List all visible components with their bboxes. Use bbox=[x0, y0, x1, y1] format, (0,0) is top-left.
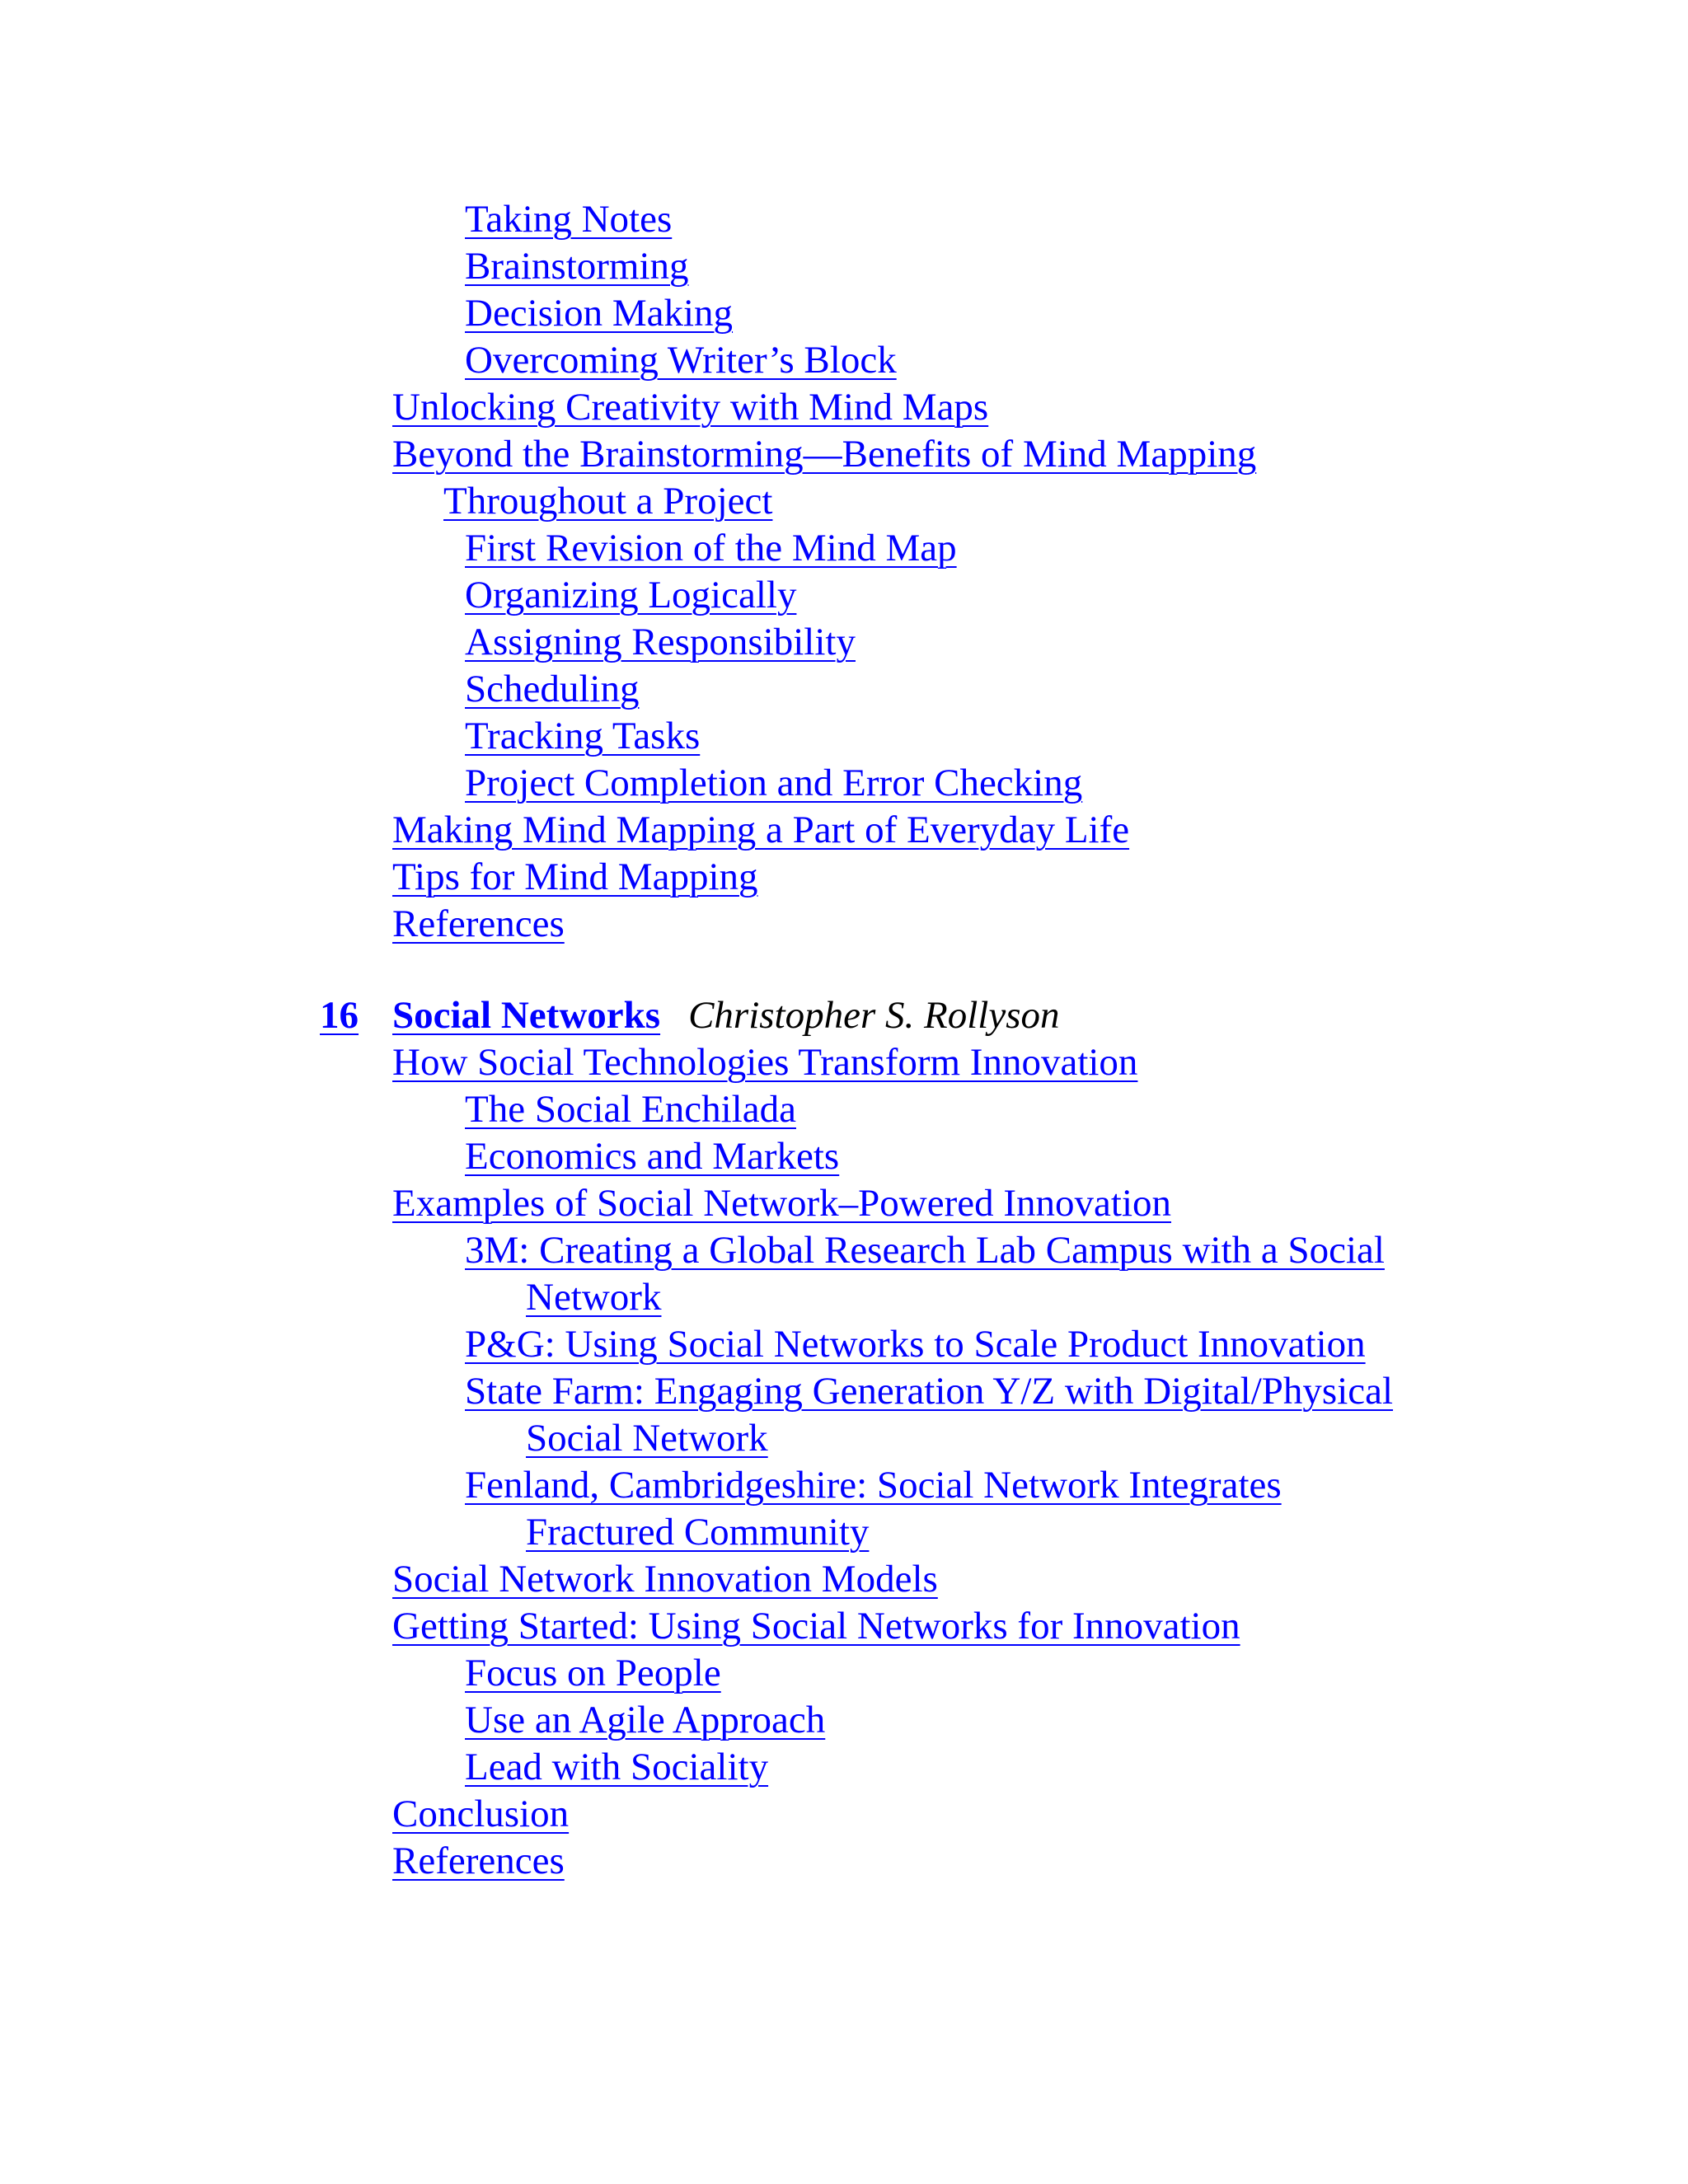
toc-entry-beyond-brainstorming-continued[interactable] bbox=[443, 478, 772, 525]
toc-entry-agile-approach[interactable] bbox=[465, 1697, 825, 1744]
toc-link[interactable]: Decision Making bbox=[465, 292, 734, 335]
chapter-number[interactable]: 16 bbox=[320, 994, 359, 1037]
toc-link[interactable]: Conclusion bbox=[392, 1793, 570, 1835]
toc-link[interactable]: Beyond the Brainstorming—Benefits of Mind Mapping bbox=[392, 433, 1257, 476]
toc-entry-getting-started[interactable] bbox=[392, 1603, 1240, 1650]
toc-link[interactable]: Throughout a Project bbox=[443, 480, 773, 523]
toc-entry-unlocking-creativity[interactable] bbox=[392, 384, 988, 431]
toc-link[interactable]: References bbox=[392, 902, 565, 945]
toc-link[interactable]: Focus on People bbox=[465, 1652, 721, 1694]
toc-entry-overcoming-writers-block[interactable] bbox=[465, 337, 897, 384]
toc-link[interactable]: State Farm: Engaging Generation Y/Z with Digital/Physical bbox=[465, 1370, 1394, 1413]
toc-entry-fenland[interactable] bbox=[465, 1462, 1282, 1509]
toc-entry-lead-with-sociality[interactable] bbox=[465, 1744, 768, 1791]
toc-entry-tracking-tasks[interactable] bbox=[465, 713, 700, 760]
toc-link[interactable]: Taking Notes bbox=[465, 198, 673, 241]
toc-entry-3m[interactable] bbox=[465, 1227, 1385, 1274]
toc-link[interactable]: Examples of Social Network–Powered Innovation bbox=[392, 1182, 1172, 1225]
toc-link[interactable]: Getting Started: Using Social Networks for Innovation bbox=[392, 1605, 1240, 1647]
toc-link[interactable]: Social Network bbox=[526, 1417, 768, 1460]
toc-entry-assigning-responsibility[interactable] bbox=[465, 619, 856, 666]
toc-entry-tips-mind-mapping[interactable] bbox=[392, 854, 758, 901]
toc-link[interactable]: Scheduling bbox=[465, 668, 640, 710]
toc-entry-social-technologies[interactable] bbox=[392, 1039, 1137, 1086]
toc-link[interactable]: Brainstorming bbox=[465, 245, 689, 288]
toc-link[interactable]: References bbox=[392, 1840, 565, 1882]
toc-entry-economics-markets[interactable] bbox=[465, 1133, 839, 1180]
chapter-author: Christopher S. Rollyson bbox=[688, 994, 1060, 1037]
toc-link[interactable]: Project Completion and Error Checking bbox=[465, 762, 1083, 804]
toc-entry-brainstorming[interactable] bbox=[465, 243, 689, 290]
toc-entry-fenland-continued[interactable] bbox=[526, 1509, 869, 1556]
toc-link[interactable]: Unlocking Creativity with Mind Maps bbox=[392, 386, 989, 429]
toc-entry-project-completion[interactable] bbox=[465, 760, 1082, 807]
toc-link[interactable]: Economics and Markets bbox=[465, 1135, 840, 1178]
toc-link[interactable]: Tips for Mind Mapping bbox=[392, 855, 758, 898]
toc-entry-references-2[interactable] bbox=[392, 1838, 565, 1885]
toc-entry-making-mind-mapping[interactable] bbox=[392, 807, 1129, 854]
toc-entry-state-farm[interactable] bbox=[465, 1368, 1393, 1415]
toc-entry-pg[interactable] bbox=[465, 1321, 1366, 1368]
toc-link[interactable]: Making Mind Mapping a Part of Everyday Life bbox=[392, 808, 1130, 851]
toc-entry-state-farm-continued[interactable] bbox=[526, 1415, 768, 1462]
toc-link[interactable]: Social Network Innovation Models bbox=[392, 1558, 938, 1601]
toc-entry-focus-on-people[interactable] bbox=[465, 1650, 721, 1697]
toc-link[interactable]: Network bbox=[526, 1276, 662, 1319]
toc-link[interactable]: The Social Enchilada bbox=[465, 1088, 796, 1131]
toc-link[interactable]: Use an Agile Approach bbox=[465, 1699, 826, 1741]
toc-entry-organizing-logically[interactable] bbox=[465, 572, 796, 619]
toc-entry-innovation-models[interactable] bbox=[392, 1556, 938, 1603]
toc-entry-scheduling[interactable] bbox=[465, 666, 639, 713]
toc-entry-3m-continued[interactable] bbox=[526, 1274, 661, 1321]
toc-link[interactable]: Organizing Logically bbox=[465, 574, 797, 616]
toc-entry-decision-making[interactable] bbox=[465, 290, 733, 337]
toc-entry-conclusion[interactable] bbox=[392, 1791, 569, 1838]
toc-link[interactable]: Tracking Tasks bbox=[465, 715, 701, 757]
toc-link[interactable]: Fenland, Cambridgeshire: Social Network Integrates bbox=[465, 1464, 1282, 1507]
toc-entry-beyond-brainstorming[interactable] bbox=[392, 431, 1256, 478]
toc-link[interactable]: Assigning Responsibility bbox=[465, 621, 856, 663]
toc-link[interactable]: Fractured Community bbox=[526, 1511, 870, 1554]
toc-link[interactable]: Overcoming Writer’s Block bbox=[465, 339, 897, 382]
chapter-title[interactable]: Social Networks bbox=[392, 994, 661, 1037]
toc-link[interactable]: Lead with Sociality bbox=[465, 1746, 769, 1788]
toc-link[interactable]: How Social Technologies Transform Innovation bbox=[392, 1041, 1138, 1084]
toc-entry-social-enchilada[interactable] bbox=[465, 1086, 796, 1133]
toc-entry-examples-social-network[interactable] bbox=[392, 1180, 1171, 1227]
toc-link[interactable]: 3M: Creating a Global Research Lab Campus with a Social bbox=[465, 1229, 1385, 1272]
chapter-heading bbox=[320, 992, 1060, 1039]
toc-entry-references[interactable] bbox=[392, 901, 565, 948]
toc-entry-taking-notes[interactable] bbox=[465, 196, 672, 243]
toc-link[interactable]: First Revision of the Mind Map bbox=[465, 527, 957, 569]
toc-entry-first-revision[interactable] bbox=[465, 525, 957, 572]
toc-link[interactable]: P&G: Using Social Networks to Scale Product Innovation bbox=[465, 1323, 1366, 1366]
